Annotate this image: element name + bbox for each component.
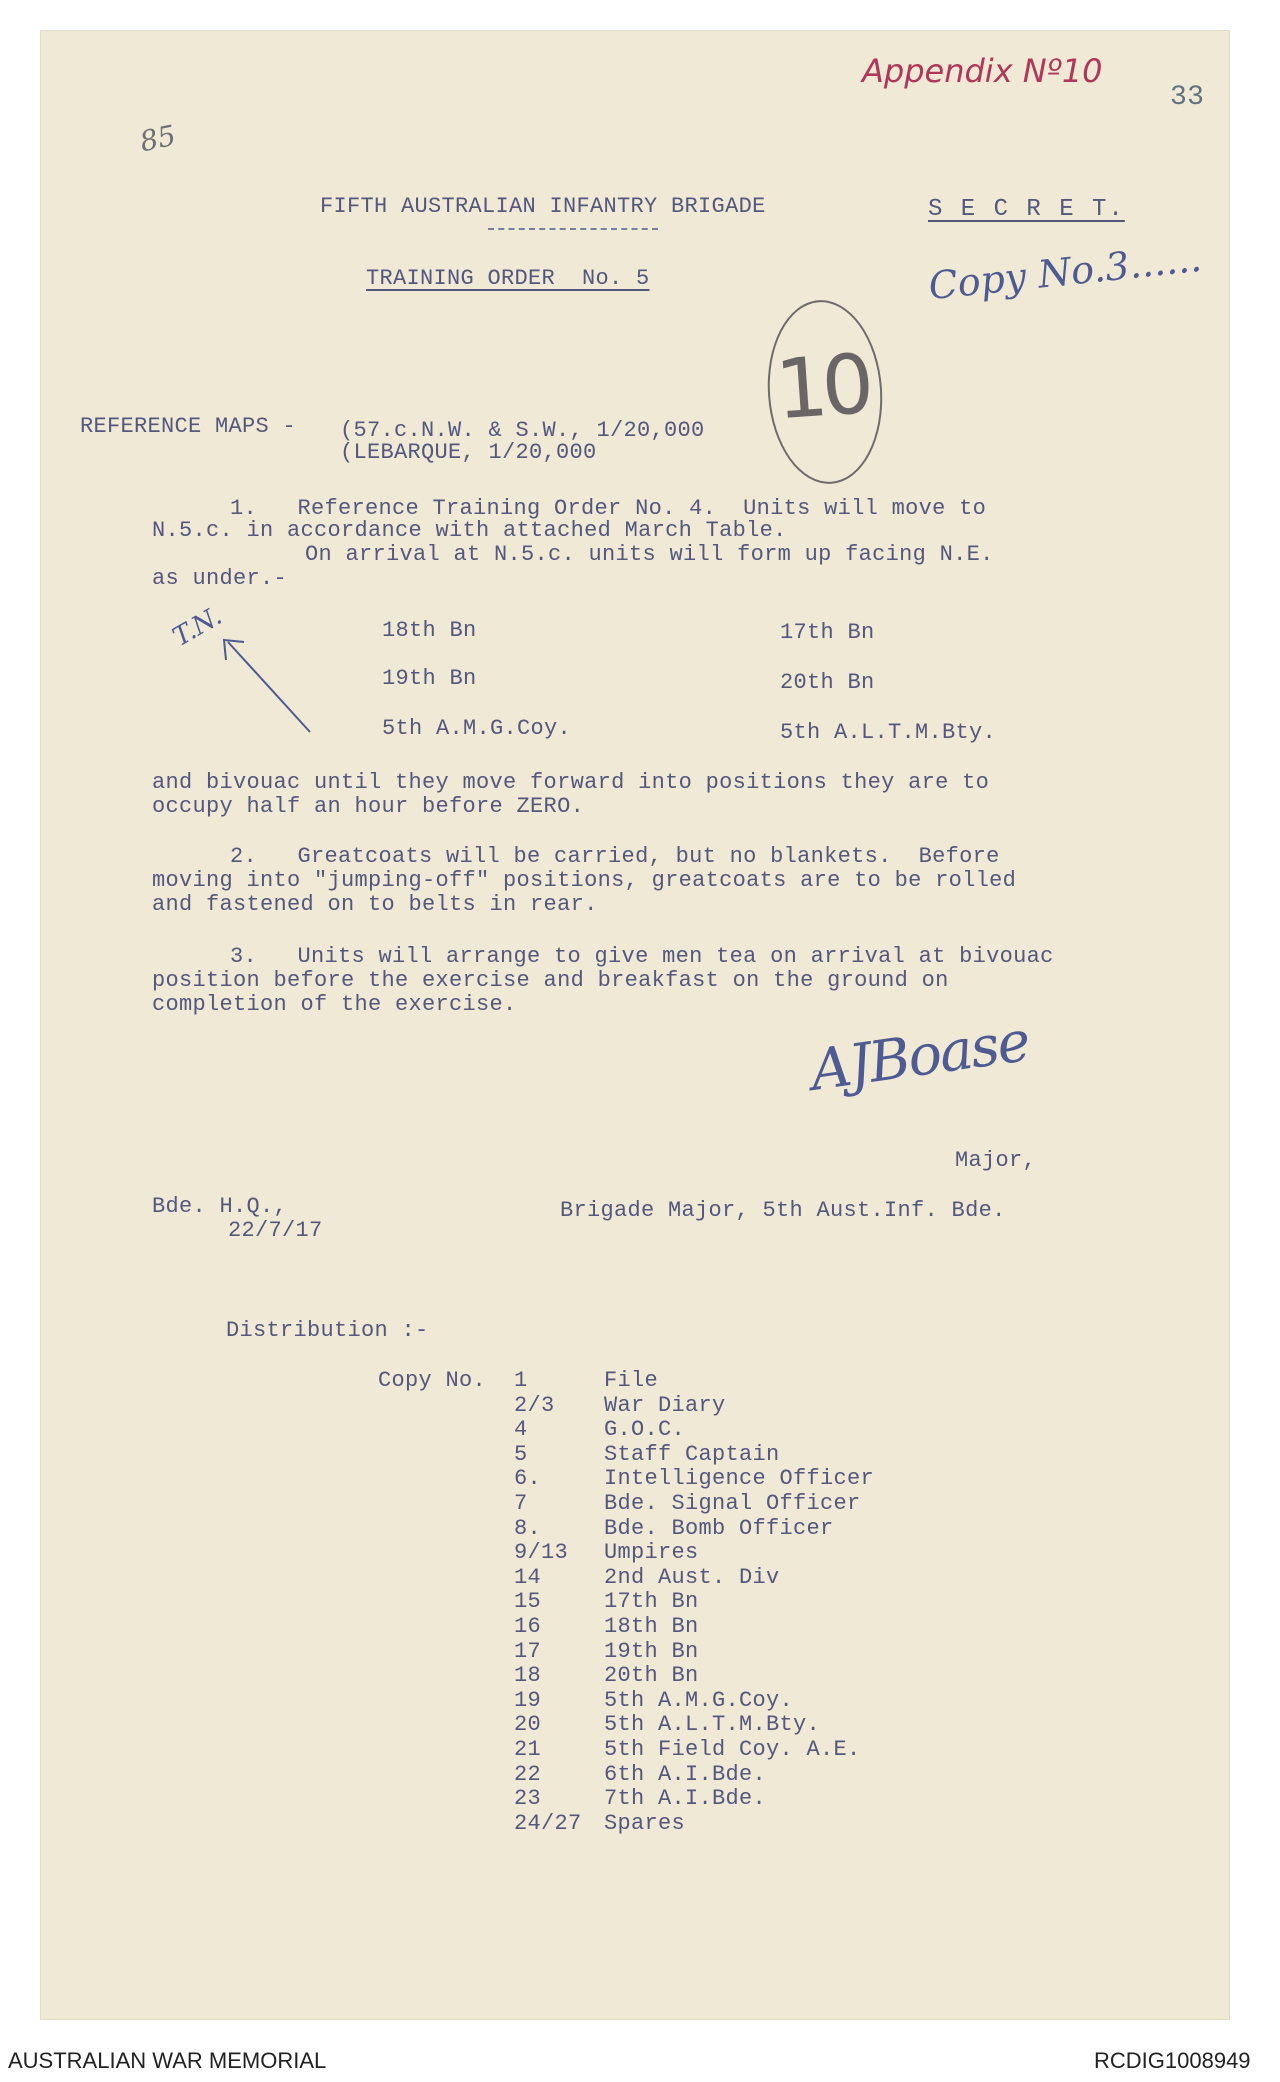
distribution-copy-number: 18	[514, 1663, 542, 1689]
para1-line4: as under.-	[152, 566, 288, 591]
distribution-copy-number: 19	[514, 1687, 542, 1713]
reference-maps-label: REFERENCE MAPS -	[80, 414, 297, 439]
distribution-copy-number: 20	[514, 1712, 542, 1738]
distribution-recipient: Intelligence Officer	[604, 1466, 875, 1492]
distribution-recipient: 6th A.I.Bde.	[604, 1761, 767, 1787]
distribution-recipient: File	[604, 1368, 659, 1393]
origin-hq: Bde. H.Q.,	[152, 1194, 288, 1219]
distribution-label: Distribution :-	[226, 1318, 429, 1343]
distribution-copy-number: 14	[514, 1564, 542, 1590]
secret-label: S E C R E T.	[928, 196, 1125, 223]
distribution-recipient: Staff Captain	[604, 1441, 780, 1467]
distribution-recipient: 20th Bn	[604, 1663, 699, 1689]
para2-line1: 2. Greatcoats will be carried, but no blankets. Before	[230, 844, 1000, 869]
distribution-recipient: 17th Bn	[604, 1589, 699, 1615]
para2-line2: moving into "jumping-off" positions, greatcoats are to be rolled	[152, 868, 1017, 893]
origin-date: 22/7/17	[228, 1218, 323, 1243]
unit-right-3: 5th A.L.T.M.Bty.	[780, 720, 997, 745]
distribution-copy-number: 24/27	[514, 1810, 582, 1836]
true-north-label: T.N.	[167, 601, 228, 653]
distribution-recipient: G.O.C.	[604, 1417, 686, 1443]
distribution-recipient: 2nd Aust. Div	[604, 1564, 780, 1590]
distribution-recipient: 5th A.L.T.M.Bty.	[604, 1712, 821, 1738]
distribution-recipient: 18th Bn	[604, 1614, 699, 1639]
distribution-copy-number: 22	[514, 1761, 542, 1787]
distribution-copy-number: 8.	[514, 1515, 542, 1541]
distribution-recipient: Umpires	[604, 1540, 699, 1566]
distribution-copy-number: 17	[514, 1638, 542, 1664]
copy-no-label: Copy No.	[378, 1368, 487, 1393]
distribution-recipient: 19th Bn	[604, 1638, 699, 1664]
distribution-recipient: 7th A.I.Bde.	[604, 1786, 767, 1812]
circled-number: 10	[762, 296, 889, 488]
appendix-annotation: Appendix Nº10	[862, 52, 1103, 90]
distribution-recipient: 5th A.M.G.Coy.	[604, 1687, 794, 1713]
para1-line3: On arrival at N.5.c. units will form up facing N.E.	[305, 542, 994, 567]
distribution-copy-number: 21	[514, 1737, 542, 1762]
distribution-recipient: Bde. Bomb Officer	[604, 1515, 834, 1541]
para2-line3: and fastened on to belts in rear.	[152, 892, 598, 917]
para3-line2: position before the exercise and breakfast on the ground on	[152, 968, 949, 993]
unit-left-2: 19th Bn	[382, 666, 477, 691]
unit-left-3: 5th A.M.G.Coy.	[382, 716, 572, 741]
brigade-heading: FIFTH AUSTRALIAN INFANTRY BRIGADE	[320, 194, 766, 219]
distribution-list	[0, 1368, 1280, 1888]
signature: AJBoase	[806, 1009, 1033, 1104]
para3-line1: 3. Units will arrange to give men tea on arrival at bivouac	[230, 944, 1054, 969]
distribution-copy-number: 2/3	[514, 1392, 555, 1418]
distribution-copy-number: 5	[514, 1441, 528, 1467]
distribution-copy-number: 15	[514, 1589, 542, 1615]
para1-line2: N.5.c. in accordance with attached March Table.	[152, 518, 787, 543]
distribution-copy-number: 4	[514, 1417, 528, 1443]
para3-line3: completion of the exercise.	[152, 992, 517, 1017]
para1b-line1: and bivouac until they move forward into positions they are to	[152, 770, 990, 795]
footer-institution: AUSTRALIAN WAR MEMORIAL	[8, 2048, 327, 2073]
distribution-recipient: 5th Field Coy. A.E.	[604, 1737, 861, 1762]
reference-map-2: (LEBARQUE, 1/20,000	[340, 440, 597, 465]
distribution-recipient: War Diary	[604, 1392, 726, 1418]
distribution-copy-number: 1	[514, 1368, 528, 1393]
distribution-copy-number: 9/13	[514, 1540, 569, 1566]
distribution-copy-number: 6.	[514, 1466, 542, 1492]
copy-number-annotation: Copy No.3......	[926, 235, 1204, 309]
heading-dashes	[488, 228, 658, 230]
order-title: TRAINING ORDER No. 5	[366, 266, 650, 291]
unit-right-1: 17th Bn	[780, 620, 875, 645]
signatory-title: Brigade Major, 5th Aust.Inf. Bde.	[560, 1198, 1006, 1223]
north-arrow-icon	[210, 620, 320, 740]
folio-number: 33	[1170, 82, 1205, 113]
unit-right-2: 20th Bn	[780, 670, 875, 695]
reference-map-1: (57.c.N.W. & S.W., 1/20,000	[340, 418, 705, 443]
distribution-recipient: Spares	[604, 1810, 686, 1836]
distribution-recipient: Bde. Signal Officer	[604, 1491, 861, 1516]
distribution-copy-number: 16	[514, 1614, 542, 1639]
unit-left-1: 18th Bn	[382, 618, 477, 643]
para1-line1: 1. Reference Training Order No. 4. Units will move to	[230, 496, 987, 521]
footer-reference: RCDIG1008949	[1094, 2048, 1251, 2073]
para1b-line2: occupy half an hour before ZERO.	[152, 794, 585, 819]
distribution-copy-number: 23	[514, 1786, 542, 1812]
signatory-rank: Major,	[955, 1148, 1037, 1173]
page-number-annotation: 85	[136, 118, 179, 159]
distribution-copy-number: 7	[514, 1491, 528, 1516]
